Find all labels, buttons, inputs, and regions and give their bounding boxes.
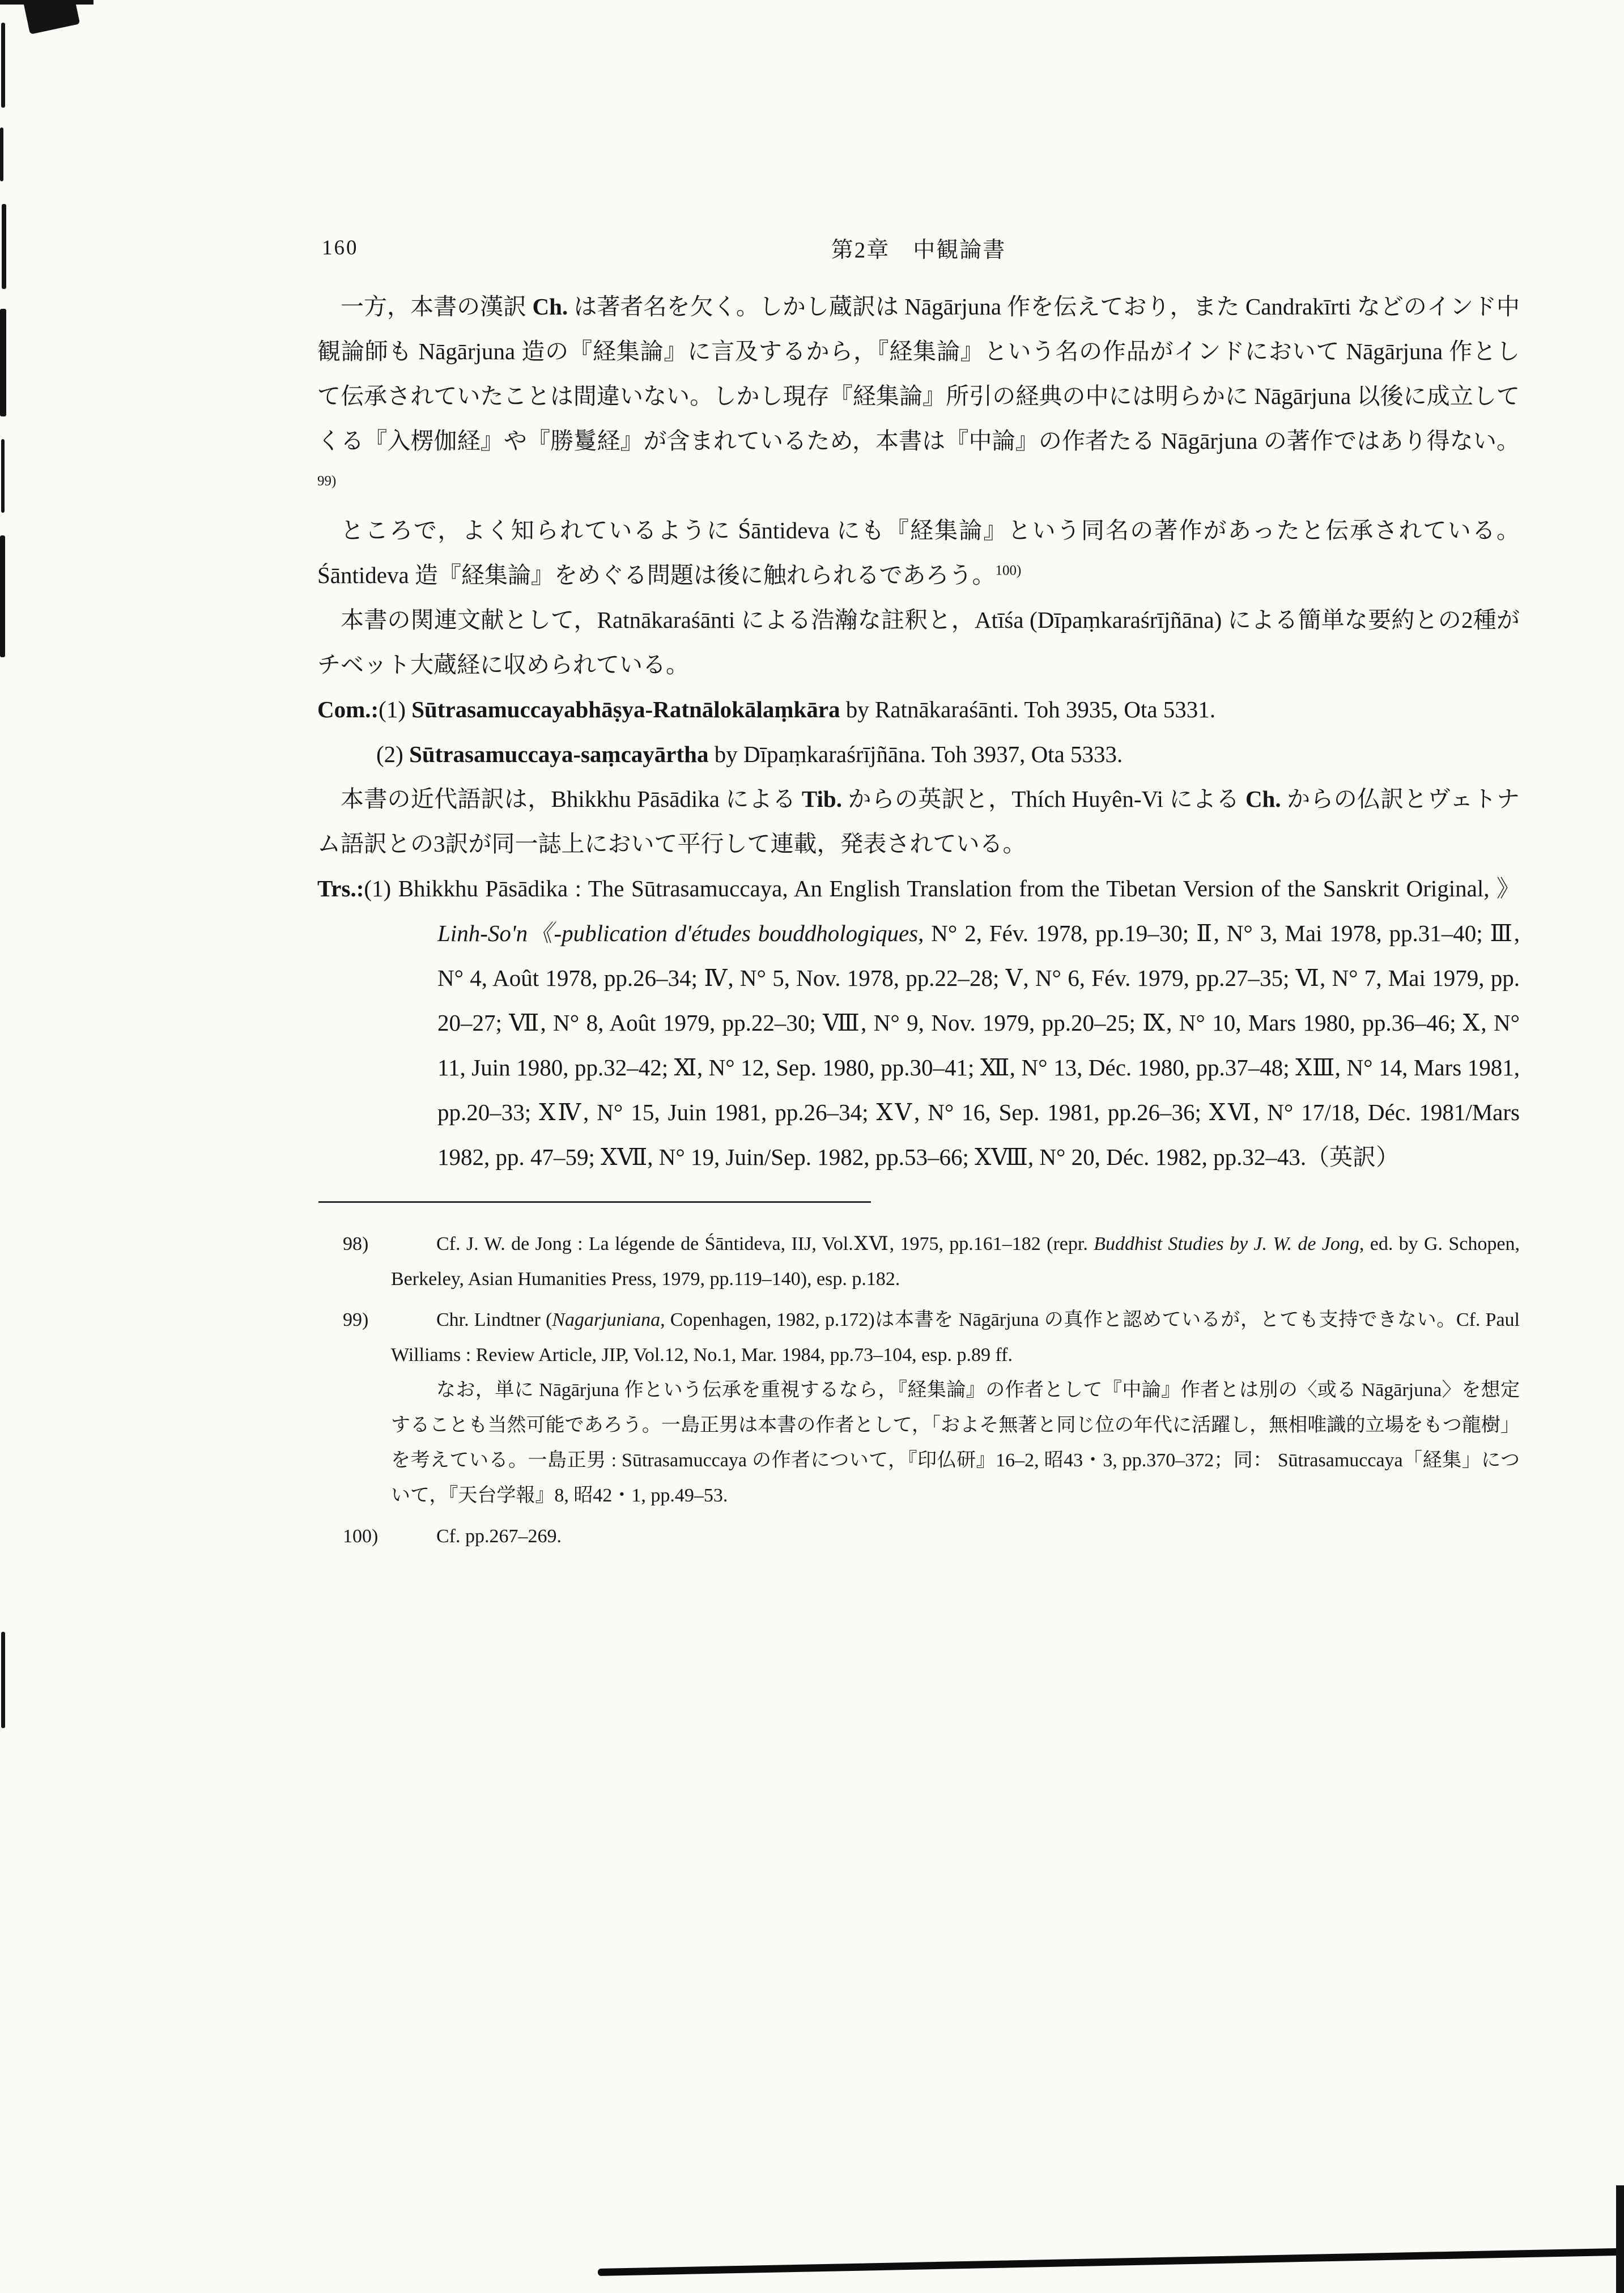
scan-artifact-left-edge-1 [1,23,5,108]
footnote-text: なお，単に Nāgārjuna 作という伝承を重視するなら，『経集論』の作者として『中論』作者とは別の〈或る Nāgārjuna〉を想定することも当然可能であろう。一島正男は本書の作者として，「およそ無著と同じ位の年代に活躍し，無相唯識的立場をもつ龍樹」を考えている。一島正男 : Sūtrasamuccaya の作者について，『印仏研』16–2, 昭43・3, pp.370–372；同： Sūtrasamuccaya「経集」について，『天台学報』8, 昭42・1, pp.49–53. [391,1380,1520,1506]
footnotes-section [343,1227,1520,1554]
footnote-number: 98) [343,1233,369,1254]
main-text-block [317,284,1520,1560]
commentary-entry-1: Com.:(1) Sūtrasamuccayabhāṣya-Ratnālokālaṃkāra by Ratnākaraśānti. Toh 3935, Ota 5331. [317,696,1216,722]
footnote-text: Cf. J. W. de Jong : La légende de Śāntideva, IIJ, Vol.ⅩⅥ, 1975, pp.161–182 (repr. Buddhist Studies by J. W. de Jong, ed. by G. Schopen, Berkeley, Asian Humanities Press, 1979, pp.119–140), esp. p.182. [391,1233,1520,1290]
scan-artifact-left-edge-7 [1,1632,5,1728]
paragraph-modern-translations: 本書の近代語訳は，Bhikkhu Pāsādika による Tib. からの英訳と，Thích Huyên-Vi による Ch. からの仏訳とヴェトナム語訳との3訳が同一誌上において平行して連載，発表されている。 [317,786,1520,857]
chapter-header: 第2章 中観論書 [831,238,1006,262]
scan-artifact-corner-blob [23,0,80,35]
commentary-entry-2: (2) Sūtrasamuccaya-saṃcayārtha by Dīpaṃkaraśrījñāna. Toh 3937, Ota 5333. [376,741,1123,767]
scan-artifact-left-edge-6 [0,535,5,657]
footnote-98 [343,1227,1520,1297]
footnote-separator [318,1201,871,1203]
scan-artifact-top-edge [0,0,93,5]
footnote-text: Cf. pp.267–269. [436,1526,562,1547]
footnote-number: 99) [343,1309,369,1330]
paragraph-related-works: 本書の関連文献として，Ratnākaraśānti による浩瀚な註釈と，Atīśa (Dīpaṃkaraśrījñāna) による簡単な要約との2種がチベット大蔵経に収められている。 [317,607,1520,678]
scan-artifact-left-edge-3 [2,204,6,289]
scan-artifact-bottom-streak [598,2248,1624,2276]
footnote-text: Chr. Lindtner (Nagarjuniana, Copenhagen, 1982, p.172)は本書を Nāgārjuna の真作と認めているが，とても支持できない。Cf. Paul Williams : Review Article, JIP, Vol.12, No.1, Mar. 1984, pp.73–104, esp. p.89 ff. [391,1309,1520,1365]
scan-artifact-left-edge-5 [1,439,5,513]
footnote-100 [343,1519,1520,1554]
translations-entry: Trs.:(1) Bhikkhu Pāsādika : The Sūtrasamuccaya, An English Translation from the Tibetan Version of the Sanskrit Original, 》Linh-So'n《-publication d'études bouddhologiques, N° 2, Fév. 1978, pp.19–30; Ⅱ, N° 3, Mai 1978, pp.31–40; Ⅲ, N° 4, Août 1978, pp.26–34; Ⅳ, N° 5, Nov. 1978, pp.22–28; Ⅴ, N° 6, Fév. 1979, pp.27–35; Ⅵ, N° 7, Mai 1979, pp. 20–27; Ⅶ, N° 8, Août 1979, pp.22–30; Ⅷ, N° 9, Nov. 1979, pp.20–25; Ⅸ, N° 10, Mars 1980, pp.36–46; Ⅹ, N° 11, Juin 1980, pp.32–42; Ⅺ, N° 12, Sep. 1980, pp.30–41; Ⅻ, N° 13, Déc. 1980, pp.37–48; ⅩⅢ, N° 14, Mars 1981, pp.20–33; ⅩⅣ, N° 15, Juin 1981, pp.26–34; ⅩⅤ, N° 16, Sep. 1981, pp.26–36; ⅩⅥ, N° 17/18, Déc. 1981/Mars 1982, pp. 47–59; ⅩⅦ, N° 19, Juin/Sep. 1982, pp.53–66; ⅩⅧ, N° 20, Déc. 1982, pp.32–43.（英訳） [317,875,1520,1170]
footnote-99 [343,1303,1520,1513]
running-head [317,232,1520,269]
scan-artifact-right-edge [1616,2185,1624,2293]
paragraph-chinese-translation: 一方，本書の漢訳 Ch. は著者名を欠く。しかし蔵訳は Nāgārjuna 作を伝えており，また Candrakīrti などのインド中観論師も Nāgārjuna 造の『経集論』に言及するから，『経集論』という名の作品がインドにおいて Nāgārjuna 作として伝承されていたことは間違いない。しかし現存『経集論』所引の経典の中には明らかに Nāgārjuna 以後に成立してくる『入楞伽経』や『勝鬘経』が含まれているため，本書は『中論』の作者たる Nāgārjuna の著作ではあり得ない。$^{99)}$ [317,293,1520,489]
scan-artifact-left-edge-2 [0,127,3,181]
scan-artifact-left-edge-4 [0,309,6,416]
footnote-number: 100) [343,1526,379,1547]
paragraph-santideva: ところで，よく知られているように Śāntideva にも『経集論』という同名の著作があったと伝承されている。Śāntideva 造『経集論』をめぐる問題は後に触れられるであろう。$^{100)}$ [317,517,1520,588]
page-number: 160 [322,236,359,259]
